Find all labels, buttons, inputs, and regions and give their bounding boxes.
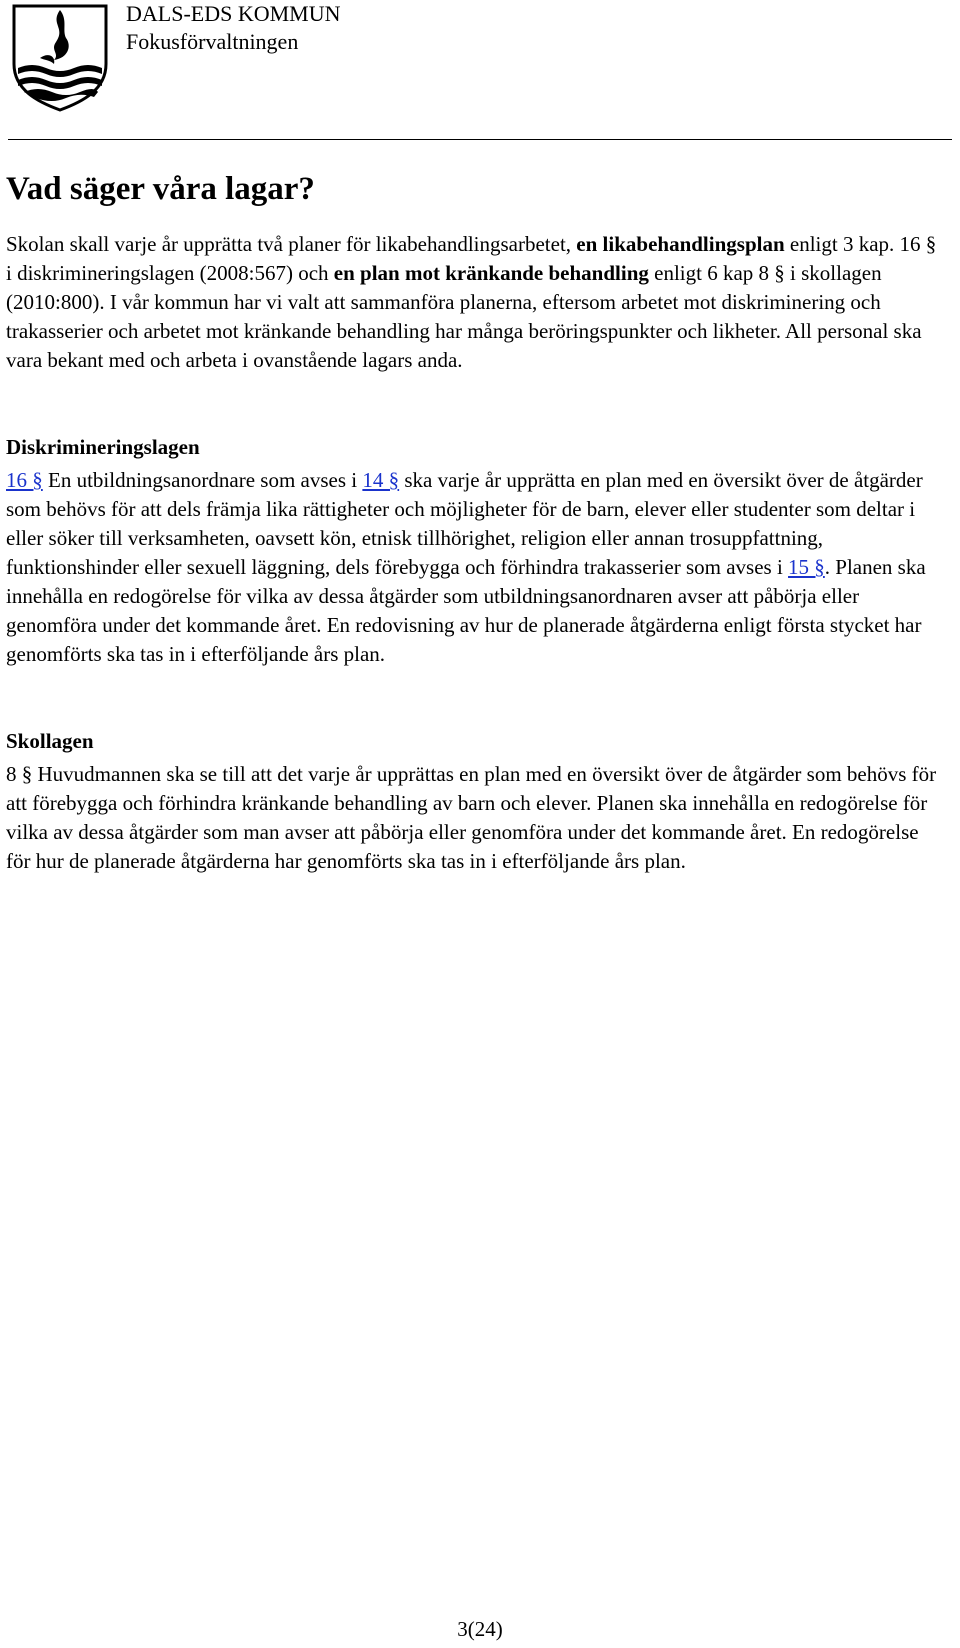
municipality-name: DALS-EDS KOMMUN <box>126 1 341 26</box>
intro-text-2: enligt 3 kap. 16 § i diskrimineringslagen (2008:567) och <box>6 232 937 285</box>
organization-block <box>126 0 341 56</box>
school-law-paragraph: 8 § Huvudmannen ska se till att det varje år upprättas en plan med en översikt över de åtgärder som behövs för att förebygga och förhindra kränkande behandling av barn och elever. Planen ska innehålla en redogörelse för vilka av dessa åtgärder som man avser att påbörja eller genomföra under det kommande året. En redogörelse för hur de planerade åtgärderna har genomförts ska tas in i efterföljande års plan. <box>6 762 937 873</box>
discrimination-text-2: ska varje år upprätta en plan med en översikt över de åtgärder som behövs för att dels främja lika rättigheter och möjligheter för de barn, elever eller studenter som deltar i eller söker till verksamheten, oavsett kön, etnisk tillhörighet, religion eller annan trosuppfattning, funktionshinder eller sexuell läggning, dels förebygga och förhindra trakasserier som avses i <box>6 468 923 579</box>
intro-bold-2: en plan mot kränkande behandling <box>333 261 649 285</box>
department-name: Fokusförvaltningen <box>126 29 299 54</box>
intro-paragraph <box>6 230 946 375</box>
section-heading-discrimination: Diskrimineringslagen <box>6 435 200 459</box>
law-link-16[interactable]: 16 § <box>6 468 43 492</box>
law-link-14[interactable]: 14 § <box>362 468 400 492</box>
discrimination-paragraph <box>6 466 946 669</box>
intro-text-3: enligt 6 kap 8 § i skollagen (2010:800). I vår kommun har vi valt att sammanföra planerna, eftersom arbetet mot diskriminering och trakasserier och arbetet mot kränkande behandling har många beröringspunkter och likheter. All personal ska vara bekant med och arbeta i ovanstående lagars anda. <box>6 261 922 372</box>
page-number: 3(24) <box>457 1617 503 1641</box>
header-divider <box>8 139 952 140</box>
section-heading-school-law: Skollagen <box>6 729 94 753</box>
municipal-crest-icon <box>10 2 110 112</box>
intro-bold-1: en likabehandlingsplan <box>576 232 785 256</box>
document-header <box>8 0 952 142</box>
discrimination-text-1: En utbildningsanordnare som avses i <box>42 468 363 492</box>
page-title: Vad säger våra lagar? <box>6 171 315 207</box>
document-body <box>6 168 946 876</box>
intro-text-1: Skolan skall varje år upprätta två planer för likabehandlingsarbetet, <box>6 232 577 256</box>
discrimination-text-3: . Planen ska innehålla en redogörelse för vilka av dessa åtgärder som utbildningsanordnaren avser att påbörja eller genomföra under det kommande året. En redovisning av hur de planerade åtgärderna enligt första stycket har genomförts ska tas in i efterföljande års plan. <box>6 555 926 666</box>
spacer <box>6 669 946 727</box>
law-link-15[interactable]: 15 § <box>788 555 825 579</box>
spacer <box>6 375 946 433</box>
